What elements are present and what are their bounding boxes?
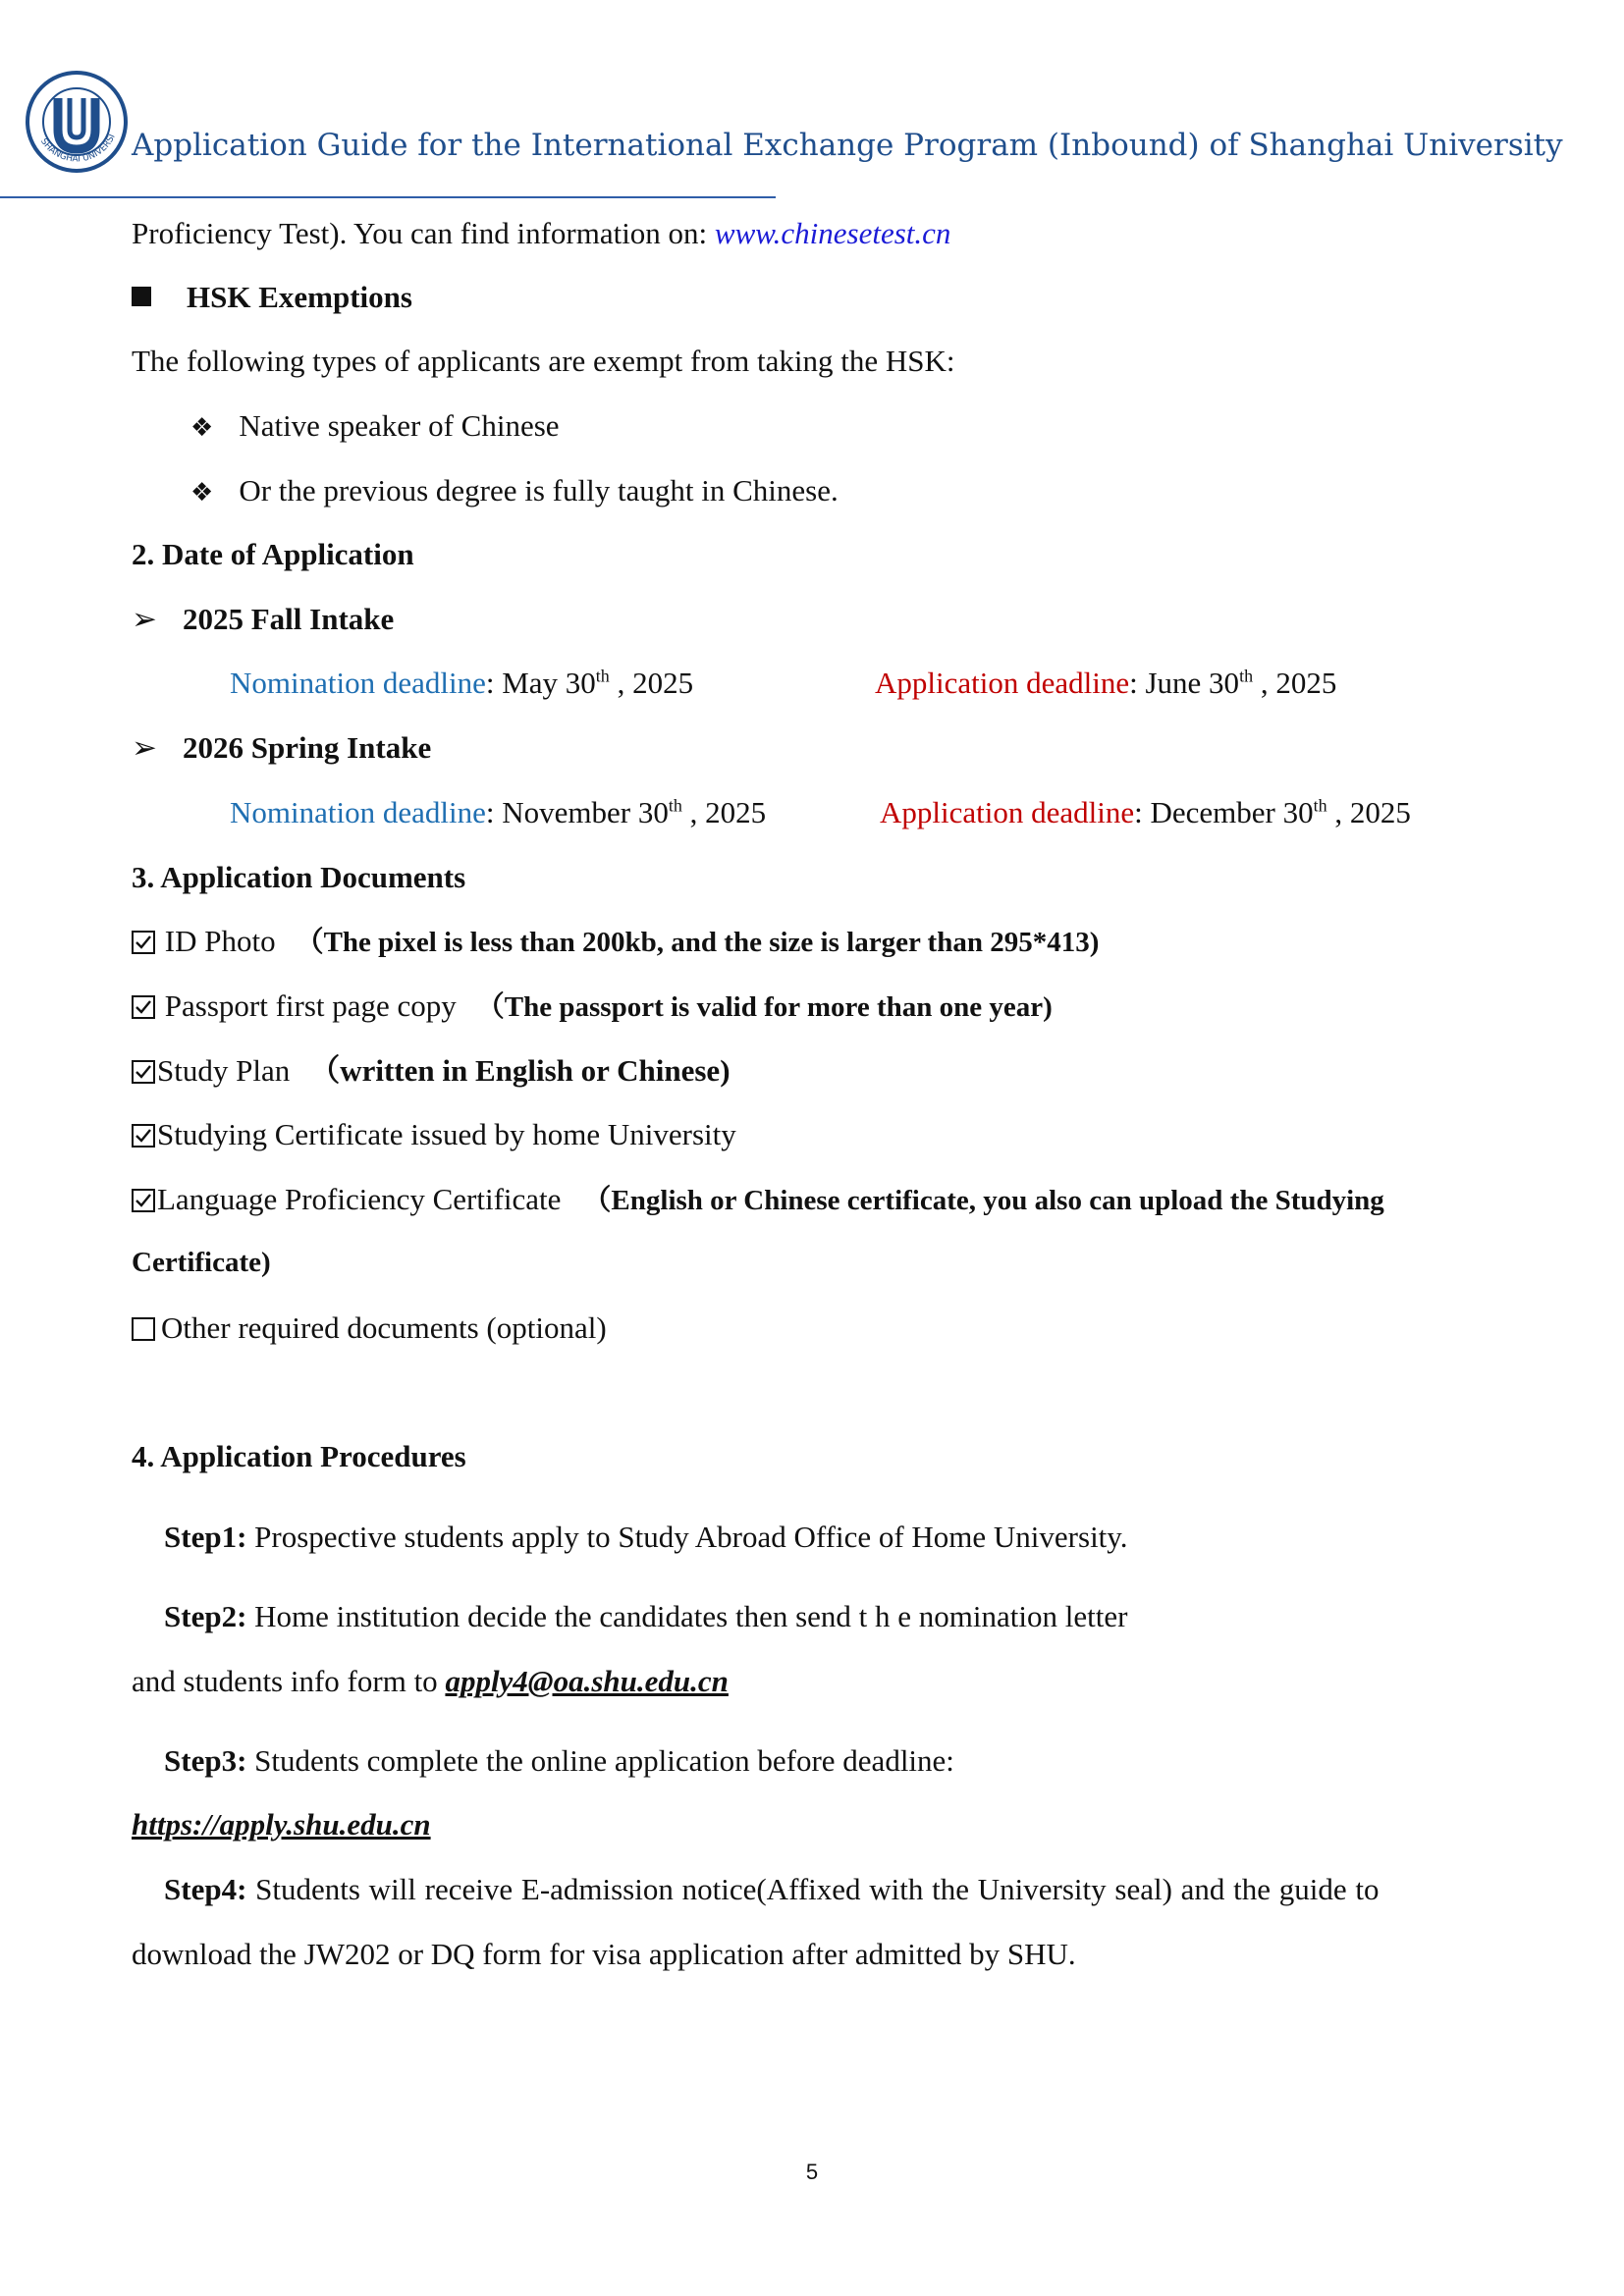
nomination-deadline: [230, 797, 766, 828]
application-year: , 2025: [1253, 666, 1337, 700]
intro-text: Proficiency Test). You can find information on:: [132, 216, 715, 250]
step-label: Step1:: [164, 1520, 247, 1554]
ordinal-suffix: th: [595, 666, 610, 686]
step-label: Step2:: [164, 1599, 247, 1633]
hsk-item: [190, 410, 560, 441]
step-text: Students will receive E-admission notice(Affixed with the University seal) and the guide to: [246, 1872, 1380, 1906]
application-deadline: [880, 797, 1411, 828]
document-item: [132, 990, 1053, 1022]
step-label: Step3:: [164, 1743, 247, 1778]
nomination-label: Nomination deadline: [230, 795, 486, 829]
hsk-heading: [132, 282, 412, 312]
procedures-heading: 4. Application Procedures: [132, 1439, 466, 1473]
document-item: [132, 1055, 731, 1086]
document-label: Language Proficiency Certificate: [157, 1182, 562, 1216]
application-label: Application deadline: [875, 666, 1130, 700]
checked-box-icon: [132, 931, 155, 954]
nomination-deadline: [230, 667, 693, 698]
step-text: and students info form to: [132, 1664, 446, 1698]
document-label: Studying Certificate issued by home University: [157, 1117, 736, 1151]
university-logo: [25, 65, 129, 194]
step-3: [164, 1745, 954, 1776]
document-label: Passport first page copy: [157, 988, 457, 1023]
hsk-heading-text: HSK Exemptions: [187, 280, 412, 314]
ordinal-suffix: th: [668, 795, 682, 816]
document-label: ID Photo: [157, 924, 276, 958]
ordinal-suffix: th: [1313, 795, 1327, 816]
document-note: （The passport is valid for more than one year): [475, 991, 1053, 1023]
apply-portal-link[interactable]: https://apply.shu.edu.cn: [132, 1807, 431, 1842]
checked-box-icon: [132, 1189, 155, 1212]
document-label: Study Plan: [157, 1053, 291, 1088]
document-note: （The pixel is less than 200kb, and the size is larger than 295*413): [295, 927, 1100, 958]
hsk-lead: The following types of applicants are exempt from taking the HSK:: [132, 344, 955, 378]
step-text: Students complete the online application before deadline:: [246, 1743, 954, 1778]
empty-checkbox-icon: [132, 1317, 155, 1341]
header-title: Application Guide for the International Exchange Program (Inbound) of Shanghai University: [132, 128, 1563, 163]
step-text: Prospective students apply to Study Abroad Office of Home University.: [246, 1520, 1128, 1554]
ordinal-suffix: th: [1239, 666, 1254, 686]
diamond-bullet-icon: ❖: [190, 413, 214, 443]
step-2-continuation: [132, 1666, 729, 1696]
step-4-continuation: download the JW202 or DQ form for visa application after admitted by SHU.: [132, 1937, 1076, 1971]
application-label: Application deadline: [880, 795, 1135, 829]
hsk-item: [190, 475, 839, 506]
document-note: （English or Chinese certificate, you also can upload the Studying: [582, 1185, 1384, 1216]
diamond-bullet-icon: ❖: [190, 478, 214, 507]
square-bullet-icon: [132, 287, 151, 306]
document-label: Other required documents (optional): [161, 1310, 607, 1345]
header-divider: [0, 196, 776, 198]
intake-title-text: 2025 Fall Intake: [182, 602, 395, 636]
nomination-label: Nomination deadline: [230, 666, 486, 700]
document-note: （written in English or Chinese): [309, 1053, 731, 1088]
checked-box-icon: [132, 995, 155, 1019]
document-item: [132, 1119, 736, 1149]
chinesetest-link[interactable]: www.chinesetest.cn: [714, 216, 951, 250]
arrow-bullet-icon: ➢: [132, 602, 157, 637]
logo-text: SHANGHAI UNIVERSI: [38, 133, 118, 165]
checked-box-icon: [132, 1124, 155, 1148]
arrow-bullet-icon: ➢: [132, 730, 157, 766]
email-link[interactable]: apply4@oa.shu.edu.cn: [445, 1664, 729, 1698]
step-1: [164, 1522, 1128, 1552]
nomination-date: : November 30: [485, 795, 669, 829]
step-4: [164, 1874, 1380, 1904]
intake-title: [132, 604, 394, 635]
document-item: [132, 926, 1099, 957]
nomination-date: : May 30: [485, 666, 596, 700]
step-label: Step4:: [164, 1872, 247, 1906]
intro-line: [132, 218, 950, 248]
application-deadline: [875, 667, 1336, 698]
step-text: Home institution decide the candidates then send t h e nomination letter: [246, 1599, 1128, 1633]
page-number: 5: [805, 2160, 819, 2184]
document-item: [132, 1184, 1384, 1215]
intake-title-text: 2026 Spring Intake: [182, 730, 432, 765]
date-section-heading: 2. Date of Application: [132, 537, 414, 571]
checked-box-icon: [132, 1060, 155, 1084]
hsk-item-text: Native speaker of Chinese: [239, 408, 560, 443]
document-item: [132, 1312, 607, 1343]
application-date: : June 30: [1129, 666, 1240, 700]
intake-title: [132, 732, 431, 764]
hsk-item-text: Or the previous degree is fully taught in Chinese.: [239, 473, 839, 507]
nomination-year: , 2025: [609, 666, 694, 700]
application-year: , 2025: [1326, 795, 1411, 829]
step-2: [164, 1601, 1127, 1631]
application-date: : December 30: [1134, 795, 1314, 829]
documents-heading: 3. Application Documents: [132, 860, 466, 894]
nomination-year: , 2025: [681, 795, 767, 829]
document-note-continuation: Certificate): [132, 1247, 271, 1278]
